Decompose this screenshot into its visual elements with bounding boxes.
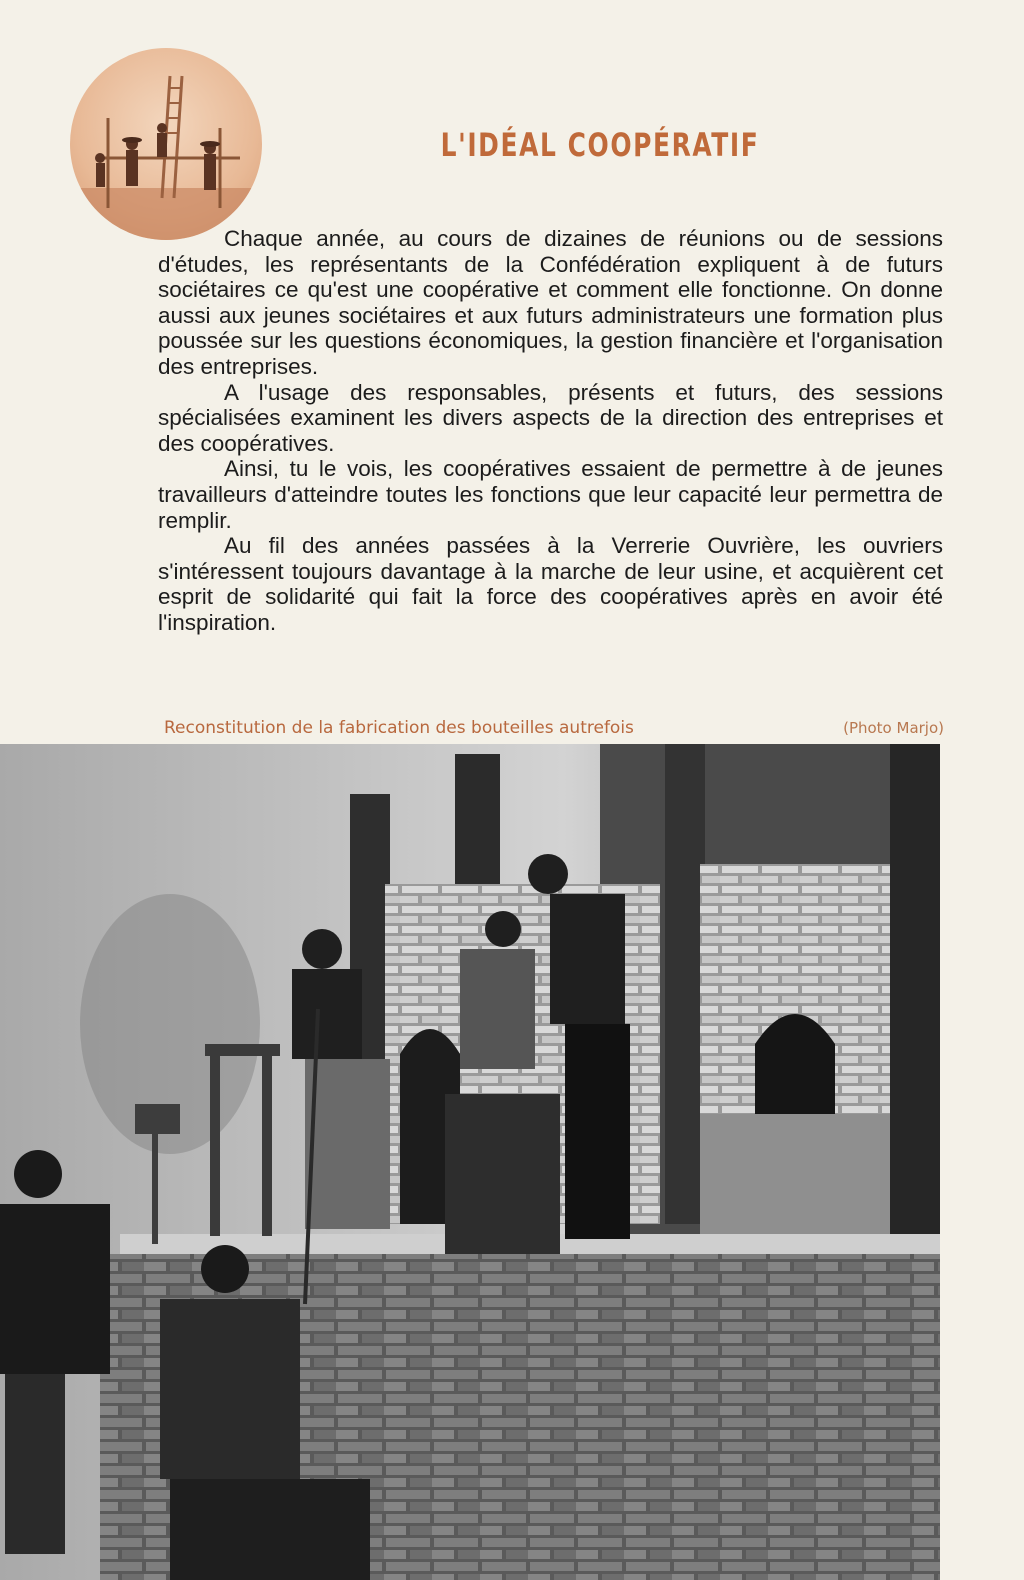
photo-credit: (Photo Marjo) xyxy=(843,719,944,737)
photo-caption xyxy=(164,718,944,738)
paragraph: A l'usage des responsables, présents et futurs, des sessions spécialisées examinent les divers aspects de la direction des entreprises et des coopératives. xyxy=(158,379,943,456)
scaffold-workers-icon xyxy=(70,48,262,240)
page-title: L'IDÉAL COOPÉRATIF xyxy=(440,126,760,164)
body-text xyxy=(158,226,943,636)
main-photo xyxy=(0,744,940,1580)
vignette-photo xyxy=(70,48,262,240)
caption-text: Reconstitution de la fabrication des bouteilles autrefois xyxy=(164,718,634,738)
paragraph: Ainsi, tu le vois, les coopératives essaient de permettre à de jeunes travailleurs d'atteindre toutes les fonctions que leur capacité leur permettra de remplir. xyxy=(158,456,943,533)
paragraph: Chaque année, au cours de dizaines de réunions ou de sessions d'études, les représentants de la Confédération expliquent à de futurs sociétaires ce qu'est une coopérative et comment elle fonctionne. On donne aussi aux jeunes sociétaires et aux futurs administrateurs une formation plus poussée sur les questions économiques, la gestion financière et l'organisation des entreprises. xyxy=(158,226,943,379)
paragraph: Au fil des années passées à la Verrerie Ouvrière, les ouvriers s'intéressent toujours davantage à la marche de leur usine, et acquièrent cet esprit de solidarité qui fait la force des coopératives après en avoir été l'inspiration. xyxy=(158,533,943,635)
glassworkers-furnace-icon xyxy=(0,744,940,1580)
